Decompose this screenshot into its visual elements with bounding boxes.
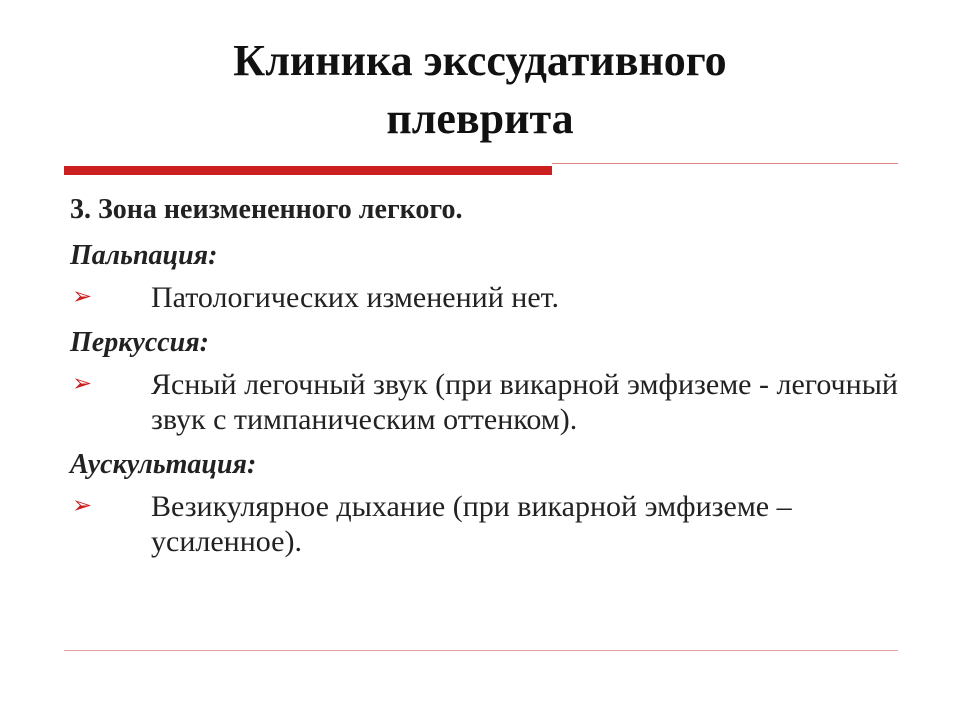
title-underline-thin	[552, 163, 898, 164]
bullet-text: Ясный легочный звук (при викарной эмфиземе - легочный звук с тимпаническим оттенком).	[151, 368, 898, 436]
slide-body	[70, 190, 910, 567]
slide-title-line-2: плеврита	[386, 94, 574, 143]
arrowhead-bullet-icon: ➢	[72, 371, 93, 397]
arrowhead-bullet-icon: ➢	[72, 493, 93, 519]
footer-rule	[64, 650, 898, 651]
title-underline-thick	[64, 166, 552, 175]
subhead-auscultation: Аускультация:	[70, 449, 257, 480]
bullet-item	[70, 280, 910, 315]
section-heading: 3. Зона неизмененного легкого.	[70, 194, 463, 225]
bullet-item	[70, 489, 910, 559]
subhead-palpation: Пальпация:	[70, 240, 218, 271]
slide-title-line-1: Клиника экссудативного	[233, 36, 727, 85]
bullet-text: Патологических изменений нет.	[151, 281, 559, 314]
bullet-text: Везикулярное дыхание (при викарной эмфиземе – усиленное).	[151, 490, 792, 558]
bullet-item	[70, 367, 910, 437]
arrowhead-bullet-icon: ➢	[72, 284, 93, 310]
subhead-percussion: Перкуссия:	[70, 327, 210, 358]
slide-title	[80, 32, 880, 148]
